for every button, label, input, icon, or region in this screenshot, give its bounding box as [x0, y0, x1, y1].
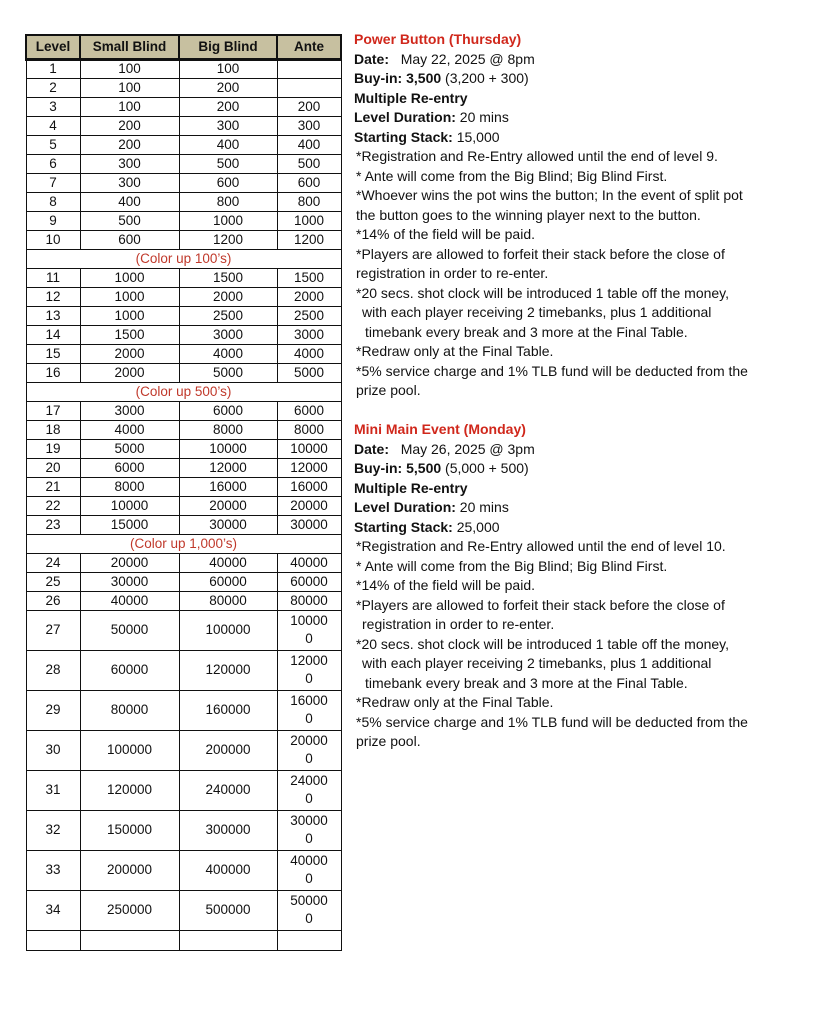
small-blind-cell: 3000 — [80, 401, 179, 420]
level-row — [26, 287, 341, 306]
event-power-button — [354, 30, 824, 401]
date-label: Date: — [354, 50, 390, 67]
level-cell: 12 — [26, 287, 80, 306]
ante-line-1: 24000 — [290, 773, 328, 788]
small-blind-cell: 100000 — [80, 730, 179, 770]
level-row — [26, 97, 341, 116]
small-blind-cell: 150000 — [80, 810, 179, 850]
level-cell: 7 — [26, 173, 80, 192]
ante-cell: 2000 — [277, 287, 341, 306]
event-stack — [354, 128, 824, 148]
small-blind-cell: 300 — [80, 154, 179, 173]
level-cell: 11 — [26, 268, 80, 287]
ante-line-1: 40000 — [290, 853, 328, 868]
buyin-value: (5,000 + 500) — [445, 460, 529, 476]
level-row — [26, 458, 341, 477]
big-blind-cell: 120000 — [179, 650, 277, 690]
level-row — [26, 439, 341, 458]
ante-cell — [277, 850, 341, 890]
big-blind-cell: 3000 — [179, 325, 277, 344]
big-blind-cell: 200000 — [179, 730, 277, 770]
big-blind-cell: 500 — [179, 154, 277, 173]
note-line: *Players are allowed to forfeit their stack before the close of — [356, 596, 725, 613]
small-blind-cell: 600 — [80, 230, 179, 249]
empty-cell — [80, 930, 179, 950]
note-line: with each player receiving 2 timebanks, plus 1 additional — [362, 304, 712, 320]
note-line: with each player receiving 2 timebanks, plus 1 additional — [362, 655, 712, 671]
big-blind-cell: 300 — [179, 116, 277, 135]
level-cell: 21 — [26, 477, 80, 496]
color-up-row — [26, 382, 341, 401]
level-row — [26, 306, 341, 325]
level-cell: 2 — [26, 78, 80, 97]
note-line: *Redraw only at the Final Table. — [356, 343, 554, 359]
note-line: *Redraw only at the Final Table. — [356, 694, 554, 710]
small-blind-cell: 100 — [80, 59, 179, 78]
big-blind-cell: 160000 — [179, 690, 277, 730]
big-blind-cell: 60000 — [179, 572, 277, 591]
small-blind-cell: 6000 — [80, 458, 179, 477]
ante-cell — [277, 690, 341, 730]
big-blind-cell: 400000 — [179, 850, 277, 890]
big-blind-cell: 200 — [179, 78, 277, 97]
note-line: * Ante will come from the Big Blind; Big Blind First. — [356, 167, 668, 184]
small-blind-cell: 4000 — [80, 420, 179, 439]
level-row — [26, 211, 341, 230]
level-row — [26, 135, 341, 154]
ante-cell: 20000 — [277, 496, 341, 515]
note-line: the button goes to the winning player next to the button. — [356, 206, 701, 223]
event-reentry: Multiple Re-entry — [354, 479, 468, 496]
level-row — [26, 173, 341, 192]
ante-cell — [277, 730, 341, 770]
big-blind-cell: 12000 — [179, 458, 277, 477]
big-blind-cell: 8000 — [179, 420, 277, 439]
note-line: *20 secs. shot clock will be introduced 1 table off the money, — [356, 635, 730, 652]
small-blind-cell: 8000 — [80, 477, 179, 496]
level-row — [26, 78, 341, 97]
big-blind-cell: 600 — [179, 173, 277, 192]
big-blind-cell: 100 — [179, 59, 277, 78]
small-blind-cell: 1500 — [80, 325, 179, 344]
small-blind-cell: 40000 — [80, 591, 179, 610]
ante-line-2: 0 — [305, 871, 313, 886]
small-blind-cell: 2000 — [80, 363, 179, 382]
level-row — [26, 770, 341, 810]
level-cell: 32 — [26, 810, 80, 850]
level-row — [26, 496, 341, 515]
ante-cell: 1500 — [277, 268, 341, 287]
ante-cell: 400 — [277, 135, 341, 154]
ante-cell — [277, 890, 341, 930]
level-row — [26, 363, 341, 382]
small-blind-cell: 5000 — [80, 439, 179, 458]
ante-cell: 1200 — [277, 230, 341, 249]
big-blind-cell: 40000 — [179, 553, 277, 572]
event-notes — [354, 537, 824, 752]
level-cell: 6 — [26, 154, 80, 173]
small-blind-cell: 200 — [80, 116, 179, 135]
ante-line-2: 0 — [305, 831, 313, 846]
level-cell: 30 — [26, 730, 80, 770]
ante-line-1: 50000 — [290, 893, 328, 908]
note-line: *Players are allowed to forfeit their stack before the close of — [356, 245, 725, 262]
ante-cell: 300 — [277, 116, 341, 135]
level-cell: 5 — [26, 135, 80, 154]
level-row — [26, 344, 341, 363]
small-blind-cell: 120000 — [80, 770, 179, 810]
level-row — [26, 591, 341, 610]
ante-line-1: 20000 — [290, 733, 328, 748]
level-row — [26, 477, 341, 496]
table-header-row — [26, 35, 341, 59]
ante-cell — [277, 650, 341, 690]
ante-cell: 3000 — [277, 325, 341, 344]
level-cell: 25 — [26, 572, 80, 591]
ante-line-2: 0 — [305, 711, 313, 726]
event-date — [354, 50, 824, 70]
small-blind-cell: 15000 — [80, 515, 179, 534]
event-stack — [354, 518, 824, 538]
empty-row — [26, 930, 341, 950]
note-line: prize pool. — [356, 382, 421, 398]
level-row — [26, 730, 341, 770]
duration-value: 20 mins — [459, 499, 509, 515]
note-line: *14% of the field will be paid. — [356, 226, 535, 242]
big-blind-cell: 300000 — [179, 810, 277, 850]
header-ante: Ante — [277, 35, 341, 59]
ante-cell: 5000 — [277, 363, 341, 382]
level-cell: 13 — [26, 306, 80, 325]
date-value: May 26, 2025 @ 3pm — [400, 440, 535, 457]
big-blind-cell: 1500 — [179, 268, 277, 287]
empty-cell — [277, 930, 341, 950]
stack-value: 15,000 — [456, 128, 500, 145]
color-up-note: (Color up 100’s) — [26, 249, 341, 268]
ante-cell — [277, 59, 341, 78]
small-blind-cell: 1000 — [80, 268, 179, 287]
ante-cell: 500 — [277, 154, 341, 173]
small-blind-cell: 100 — [80, 78, 179, 97]
blind-structure-table — [25, 34, 342, 951]
note-line: *20 secs. shot clock will be introduced 1 table off the money, — [356, 284, 730, 301]
big-blind-cell: 200 — [179, 97, 277, 116]
ante-line-2: 0 — [305, 911, 313, 926]
small-blind-cell: 500 — [80, 211, 179, 230]
level-row — [26, 116, 341, 135]
small-blind-cell: 400 — [80, 192, 179, 211]
ante-line-1: 12000 — [290, 653, 328, 668]
level-cell: 34 — [26, 890, 80, 930]
level-cell: 27 — [26, 610, 80, 650]
note-line: registration in order to re-enter. — [362, 616, 555, 632]
duration-value: 20 mins — [459, 109, 509, 125]
ante-cell — [277, 770, 341, 810]
ante-line-2: 0 — [305, 671, 313, 686]
ante-line-2: 0 — [305, 751, 313, 766]
small-blind-cell: 300 — [80, 173, 179, 192]
ante-cell: 16000 — [277, 477, 341, 496]
level-cell: 20 — [26, 458, 80, 477]
event-buyin — [354, 69, 824, 89]
small-blind-cell: 250000 — [80, 890, 179, 930]
big-blind-cell: 30000 — [179, 515, 277, 534]
small-blind-cell: 200 — [80, 135, 179, 154]
small-blind-cell: 1000 — [80, 287, 179, 306]
event-title: Power Button (Thursday) — [354, 31, 522, 47]
note-line: *Whoever wins the pot wins the button; In the event of split pot — [356, 187, 743, 203]
small-blind-cell: 80000 — [80, 690, 179, 730]
level-row — [26, 850, 341, 890]
date-label: Date: — [354, 440, 390, 457]
event-duration — [354, 108, 824, 128]
level-row — [26, 59, 341, 78]
big-blind-cell: 2000 — [179, 287, 277, 306]
level-cell: 18 — [26, 420, 80, 439]
big-blind-cell: 100000 — [179, 610, 277, 650]
note-line: * Ante will come from the Big Blind; Big Blind First. — [356, 557, 668, 574]
big-blind-cell: 80000 — [179, 591, 277, 610]
level-row — [26, 890, 341, 930]
level-cell: 28 — [26, 650, 80, 690]
level-row — [26, 553, 341, 572]
level-cell: 1 — [26, 59, 80, 78]
big-blind-cell: 1200 — [179, 230, 277, 249]
level-cell: 26 — [26, 591, 80, 610]
ante-cell: 8000 — [277, 420, 341, 439]
level-cell: 4 — [26, 116, 80, 135]
level-cell: 9 — [26, 211, 80, 230]
color-up-note: (Color up 1,000’s) — [26, 534, 341, 553]
note-line: timebank every break and 3 more at the Final Table. — [365, 323, 688, 340]
color-up-note: (Color up 500’s) — [26, 382, 341, 401]
header-big-blind: Big Blind — [179, 35, 277, 59]
level-cell: 31 — [26, 770, 80, 810]
note-line: *5% service charge and 1% TLB fund will be deducted from the — [356, 713, 748, 730]
level-row — [26, 325, 341, 344]
buyin-label: Buy-in: 3,500 — [354, 70, 442, 86]
ante-cell: 12000 — [277, 458, 341, 477]
note-line: registration in order to re-enter. — [356, 265, 549, 281]
level-cell: 33 — [26, 850, 80, 890]
header-level: Level — [26, 35, 80, 59]
ante-cell — [277, 610, 341, 650]
buyin-value: (3,200 + 300) — [445, 70, 529, 86]
level-row — [26, 420, 341, 439]
big-blind-cell: 4000 — [179, 344, 277, 363]
level-cell: 10 — [26, 230, 80, 249]
ante-line-2: 0 — [305, 791, 313, 806]
ante-cell: 200 — [277, 97, 341, 116]
level-cell: 14 — [26, 325, 80, 344]
duration-label: Level Duration: — [354, 109, 456, 125]
duration-label: Level Duration: — [354, 499, 456, 515]
level-row — [26, 268, 341, 287]
ante-cell: 10000 — [277, 439, 341, 458]
level-cell: 8 — [26, 192, 80, 211]
level-cell: 15 — [26, 344, 80, 363]
ante-cell: 4000 — [277, 344, 341, 363]
level-row — [26, 192, 341, 211]
event-date — [354, 440, 824, 460]
note-line: *14% of the field will be paid. — [356, 577, 535, 593]
event-title: Mini Main Event (Monday) — [354, 421, 526, 437]
small-blind-cell: 60000 — [80, 650, 179, 690]
level-cell: 23 — [26, 515, 80, 534]
small-blind-cell: 1000 — [80, 306, 179, 325]
big-blind-cell: 5000 — [179, 363, 277, 382]
big-blind-cell: 800 — [179, 192, 277, 211]
level-cell: 24 — [26, 553, 80, 572]
ante-cell: 60000 — [277, 572, 341, 591]
event-reentry: Multiple Re-entry — [354, 89, 468, 106]
big-blind-cell: 10000 — [179, 439, 277, 458]
big-blind-cell: 400 — [179, 135, 277, 154]
ante-cell: 2500 — [277, 306, 341, 325]
level-cell: 22 — [26, 496, 80, 515]
color-up-row — [26, 534, 341, 553]
event-mini-main — [354, 420, 824, 752]
level-row — [26, 572, 341, 591]
level-cell: 3 — [26, 97, 80, 116]
big-blind-cell: 6000 — [179, 401, 277, 420]
ante-cell: 6000 — [277, 401, 341, 420]
color-up-row — [26, 249, 341, 268]
small-blind-cell: 200000 — [80, 850, 179, 890]
big-blind-cell: 16000 — [179, 477, 277, 496]
level-cell: 17 — [26, 401, 80, 420]
note-line: prize pool. — [356, 733, 421, 749]
ante-cell: 600 — [277, 173, 341, 192]
ante-cell — [277, 78, 341, 97]
level-row — [26, 230, 341, 249]
small-blind-cell: 50000 — [80, 610, 179, 650]
big-blind-cell: 1000 — [179, 211, 277, 230]
date-value: May 22, 2025 @ 8pm — [400, 50, 535, 67]
ante-cell: 30000 — [277, 515, 341, 534]
level-row — [26, 401, 341, 420]
ante-cell: 1000 — [277, 211, 341, 230]
event-notes — [354, 147, 824, 401]
ante-cell: 80000 — [277, 591, 341, 610]
note-line: *Registration and Re-Entry allowed until the end of level 10. — [356, 538, 726, 554]
level-cell: 19 — [26, 439, 80, 458]
level-row — [26, 650, 341, 690]
big-blind-cell: 2500 — [179, 306, 277, 325]
big-blind-cell: 20000 — [179, 496, 277, 515]
table-body — [26, 59, 341, 950]
empty-cell — [26, 930, 80, 950]
event-duration — [354, 498, 824, 518]
small-blind-cell: 30000 — [80, 572, 179, 591]
empty-cell — [179, 930, 277, 950]
stack-value: 25,000 — [456, 518, 500, 535]
stack-label: Starting Stack: — [354, 128, 453, 145]
level-cell: 16 — [26, 363, 80, 382]
level-row — [26, 515, 341, 534]
big-blind-cell: 240000 — [179, 770, 277, 810]
level-row — [26, 154, 341, 173]
note-line: timebank every break and 3 more at the Final Table. — [365, 674, 688, 691]
buyin-label: Buy-in: 5,500 — [354, 460, 442, 476]
stack-label: Starting Stack: — [354, 518, 453, 535]
level-row — [26, 690, 341, 730]
ante-cell: 40000 — [277, 553, 341, 572]
level-cell: 29 — [26, 690, 80, 730]
ante-line-1: 30000 — [290, 813, 328, 828]
small-blind-cell: 20000 — [80, 553, 179, 572]
ante-line-1: 10000 — [290, 613, 328, 628]
header-small-blind: Small Blind — [80, 35, 179, 59]
note-line: *5% service charge and 1% TLB fund will be deducted from the — [356, 362, 748, 379]
small-blind-cell: 100 — [80, 97, 179, 116]
small-blind-cell: 10000 — [80, 496, 179, 515]
ante-line-1: 16000 — [290, 693, 328, 708]
ante-line-2: 0 — [305, 631, 313, 646]
note-line: *Registration and Re-Entry allowed until the end of level 9. — [356, 148, 718, 164]
big-blind-cell: 500000 — [179, 890, 277, 930]
level-row — [26, 610, 341, 650]
level-row — [26, 810, 341, 850]
event-buyin — [354, 459, 824, 479]
ante-cell — [277, 810, 341, 850]
ante-cell: 800 — [277, 192, 341, 211]
small-blind-cell: 2000 — [80, 344, 179, 363]
